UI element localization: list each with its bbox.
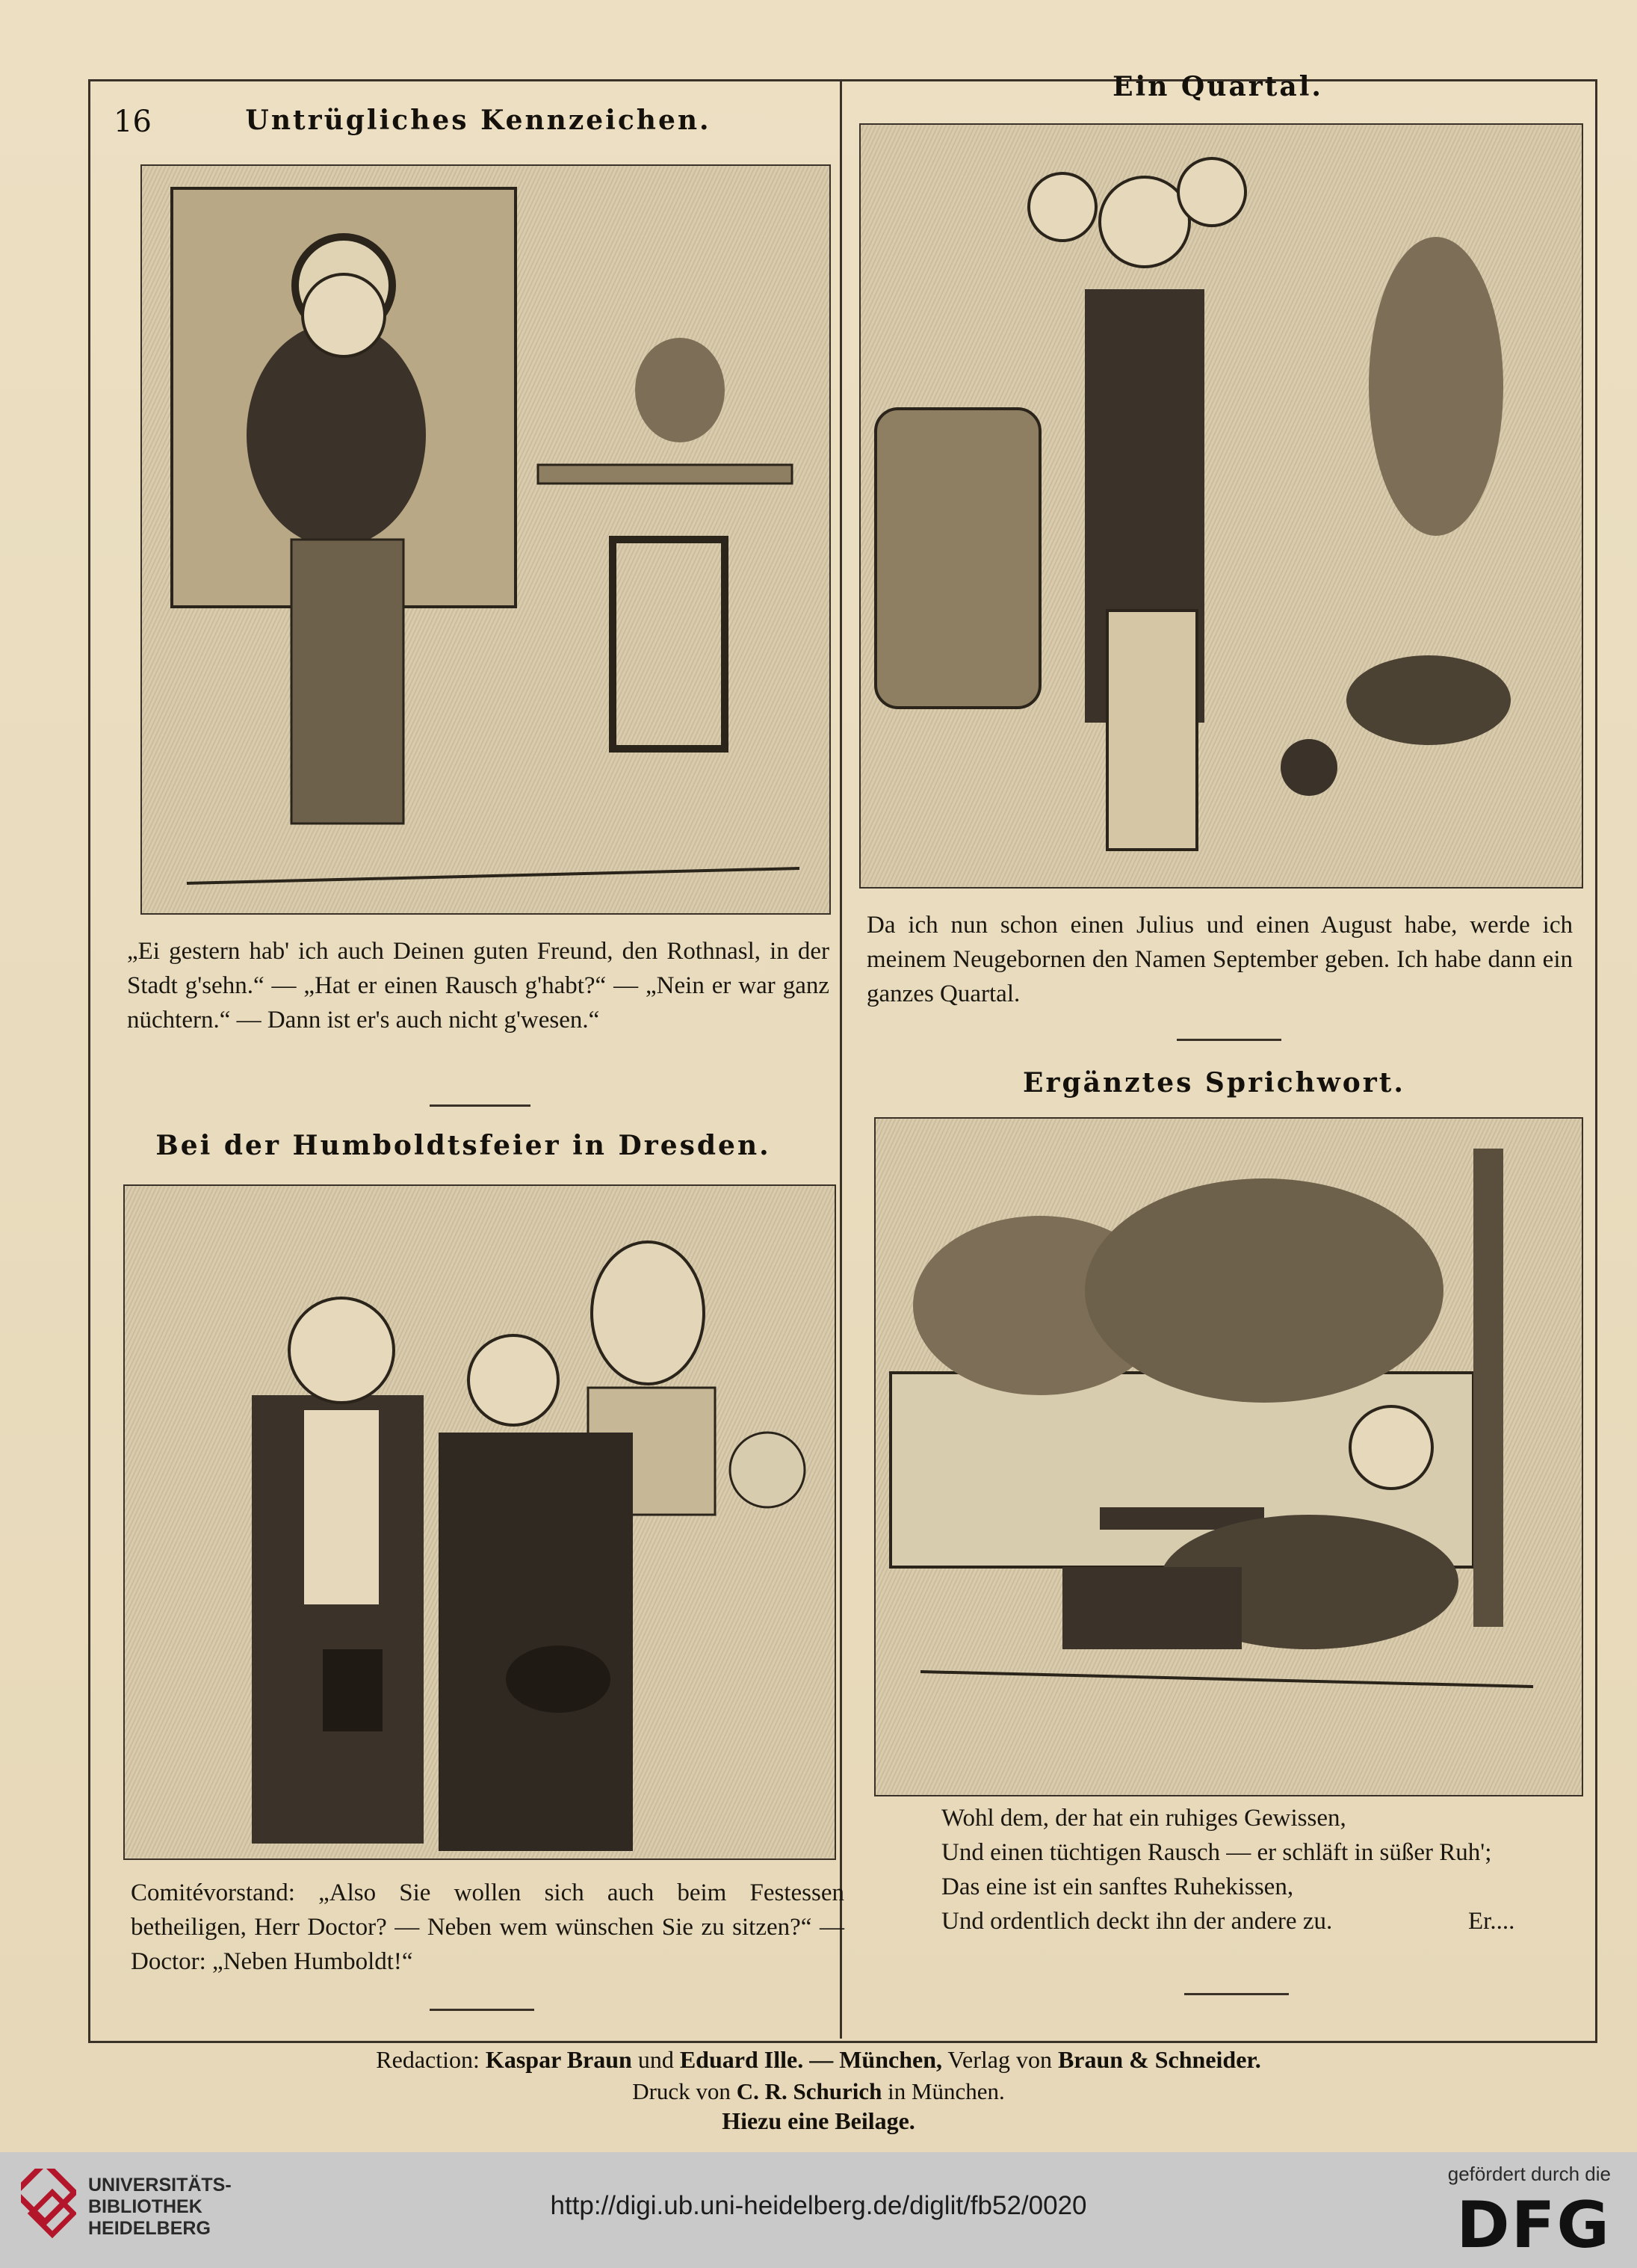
- viewer-info-bar: [0, 2152, 1637, 2268]
- poem-signature: Er....: [1468, 1908, 1515, 1935]
- footer-und: und: [637, 2046, 674, 2073]
- separator-bottom-left: [430, 2009, 534, 2011]
- footer-publisher: Braun & Schneider.: [1057, 2046, 1261, 2073]
- page-number: 16: [114, 105, 152, 139]
- footer-supplement: [0, 2107, 1637, 2135]
- title-untruegliches-kennzeichen: Untrügliches Kennzeichen.: [245, 105, 711, 136]
- poem-line-1: Wohl dem, der hat ein ruhiges Gewissen,: [941, 1805, 1346, 1832]
- illustration-father-children: [859, 123, 1583, 889]
- caption-ein-quartal: Da ich nun schon einen Julius und einen August habe, werde ich meinem Neugebornen den Namen September geben. Ich habe dann ein ganzes Quartal.: [867, 912, 1573, 1007]
- footer-city: — München,: [809, 2046, 942, 2073]
- library-name-line-1: UNIVERSITÄTS-: [88, 2175, 232, 2196]
- footer-print-line: [0, 2078, 1637, 2105]
- illustration-humboldt-gentlemen: [123, 1184, 836, 1860]
- dfg-logo: DFG: [1456, 2188, 1611, 2263]
- footer-editor-2: Eduard Ille.: [679, 2046, 804, 2073]
- poem-line-2: Und einen tüchtigen Rausch — er schläft in süßer Ruh';: [941, 1839, 1492, 1866]
- footer-redaction-label: Redaction:: [376, 2046, 480, 2073]
- illustration-drunk-sleeper: [874, 1117, 1583, 1796]
- poem-line-4: Und ordentlich deckt ihn der andere zu.: [941, 1908, 1333, 1935]
- title-ein-quartal: Ein Quartal.: [1113, 71, 1323, 102]
- permalink-url[interactable]: http://digi.ub.uni-heidelberg.de/diglit/fb52/0020: [550, 2191, 1087, 2220]
- caption-humboldtsfeier: Comitévorstand: „Also Sie wollen sich auch beim Festessen betheiligen, Herr Doctor? — Neben wem wünschen Sie zu sitzen?“ — Doctor: „Neben Humboldt!“: [131, 1879, 844, 1975]
- separator-top-left: [430, 1104, 530, 1107]
- footer-redaction-line: [0, 2046, 1637, 2074]
- footer-druck-label: Druck von: [632, 2078, 731, 2104]
- title-ergaenztes-sprichwort: Ergänztes Sprichwort.: [1023, 1067, 1405, 1099]
- footer-in-city: in München.: [888, 2078, 1005, 2104]
- separator-top-right: [1177, 1039, 1281, 1041]
- footer-verlag: Verlag von: [947, 2046, 1052, 2073]
- funded-by-text: gefördert durch die: [1447, 2163, 1611, 2185]
- title-humboldtsfeier: Bei der Humboldtsfeier in Dresden.: [155, 1130, 771, 1161]
- illustration-tavern: [140, 164, 831, 915]
- footer-editor-1: Kaspar Braun: [485, 2046, 632, 2073]
- footer-supplement-text: Hiezu eine Beilage.: [722, 2107, 915, 2134]
- caption-untruegliches-kennzeichen: „Ei gestern hab' ich auch Deinen guten Freund, den Rothnasl, in der Stadt g'sehn.“ — „Hat er einen Rausch g'habt?“ — „Nein er war ganz nüchtern.“ — Dann ist er's auch nicht g'wesen.“: [127, 938, 829, 1033]
- library-name-line-3: HEIDELBERG: [88, 2218, 211, 2239]
- poem-line-3: Das eine ist ein sanftes Ruhekissen,: [941, 1873, 1294, 1900]
- column-divider: [840, 79, 842, 2039]
- footer-printer: C. R. Schurich: [736, 2078, 882, 2104]
- separator-bottom-right: [1184, 1993, 1289, 1995]
- library-name-line-2: BIBLIOTHEK: [88, 2196, 202, 2217]
